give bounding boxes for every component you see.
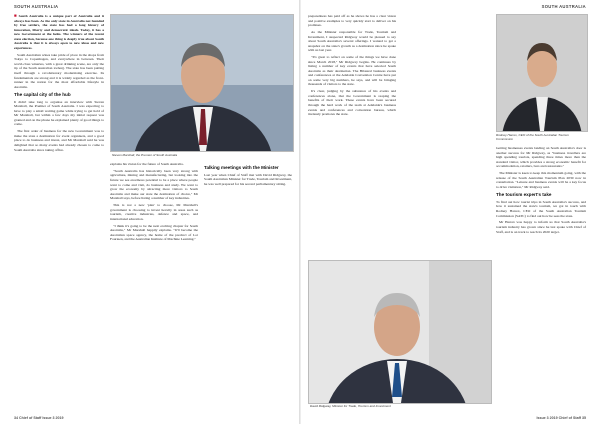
premier-portrait-image <box>111 15 293 151</box>
body-paragraph: preparedness has paid off as he shows he has a clear vision and positive examples to very quickly start to deliver on his promises. <box>308 14 396 28</box>
subheading: The tourism expert's take <box>496 192 552 198</box>
ceo-photo <box>496 14 588 132</box>
body-paragraph: It didn't take long to organise an interview with Steven Marshall, the Premier of South Australia. I was expecting to have to play a small waiting game while trying to get hold of Mr Marshall, but within a few days my initial request was granted and on the phone he explained plenty of good things to come. <box>14 99 104 127</box>
page-gutter <box>299 0 301 424</box>
minister-portrait-image <box>309 261 491 403</box>
right-column-3 <box>496 146 586 406</box>
footer-left: 34 Chief of Staff Issue 3 2019 <box>14 416 64 420</box>
body-paragraph: The first order of business for the new Government was to make the state a destination for event organisers, and a good place to do business and invest, and Mr Marshall said he was delighted that so many events had already chosen to come to South Australia since taking office. <box>14 129 104 152</box>
body-paragraph: "It's great to reflect on some of the things we have done since March 2018," Mr Ridgway begins. He continues by listing a number of key events that have selected South Australia as their destination. The Bilateral business events and conferences at the Adelaide Convention Centre have put on some very big numbers, he says, and will be bringing thousands of visitors to the state. <box>308 55 396 87</box>
section-label-left: SOUTH AUSTRALIA <box>14 4 59 9</box>
right-column-2 <box>402 14 490 254</box>
body-paragraph: "South Australia has historically been very strong with agriculture, mining and manufacturing, but looking into the future we see enormous potential to be a place where people want to come and visit, do business and study. We want to grow the economy by attracting more visitors to South Australia and make our state the destination of choice," Mr Marshall says, before listing a number of key industries. <box>110 168 198 201</box>
left-column-1 <box>14 14 104 406</box>
body-paragraph: The Minister is keen to keep this momentum going, with the release of the South Australian Tourism Plan 2030 now in consultation. "Leisure and business events will be a key focus to drive visitation," Mr Ridgway said. <box>496 171 586 189</box>
minister-photo <box>308 260 492 404</box>
body-paragraph: It's clear, judging by the substance of his events and conferences alone, that the Government is reaping the benefits of their work. These events have been secured through the hard work of the team at Adelaide's business events and conferences and convention bureau, which tirelessly promotes the state. <box>308 89 396 117</box>
body-paragraph: Getting businesses events landing on South Australia's door is another success for Mr Ridgway, as "business travellers are high spending tourists, spending three times more than the standard visitor, which provides a strong economic benefit for accommodation, retailers, bars and restaurants." <box>496 146 586 169</box>
subheading: Talking meetings with the Minister <box>204 165 279 170</box>
premier-photo <box>110 14 294 152</box>
section-label-right: SOUTH AUSTRALIA <box>541 4 586 9</box>
body-paragraph: As the Minister responsible for Trade, Tourism and Investment, I suspected Ridgway would be pleased to say about South Australia's several offerings. I wanted to get a snapshot on the state's growth as a destination since he spoke with us last year. <box>308 30 396 53</box>
left-column-2 <box>110 162 198 406</box>
ceo-caption: Rodney Harrex, CEO of the South Australian Tourism Commission <box>496 133 570 141</box>
body-paragraph: explains his vision for the future of South Australia. <box>110 162 184 166</box>
bullet-icon: ■ <box>14 14 18 18</box>
body-paragraph: Last year when Chief of Staff met with David Ridgway, the South Australian Minister for Trade, Tourism and Investment, he was well prepared for his second parliamentary sitting. <box>204 172 292 186</box>
premier-caption: Steven Marshall, the Premier of South Australia <box>112 153 178 157</box>
footer-right: Issue 3 2019 Chief of Staff 35 <box>536 416 586 420</box>
minister-caption: David Ridgway, Minister for Trade, Tourism and Investment <box>310 404 391 408</box>
lead-paragraph: South Australia is a unique part of Australia and it always has been. As the only state in Australia not founded by free settlers, the state has had a long history of innovation, liberty and democratic ideals. Today, it has a new Government at the helm. The winners of the recent state election, because one thing is deeply true about South Australia is that it is always open to new ideas and new experiences. <box>14 14 104 50</box>
ceo-portrait-image <box>497 15 587 131</box>
body-paragraph: To find out how tourist trips in South Australia's success, and how it sustained the state's tourism, we got in touch with Rodney Harrex, CEO of the South Australian Tourism Commission (SATC) to find out how he sees the state. <box>496 199 586 218</box>
body-paragraph: Mr Harrex was happy to inform us that South Australia's tourism industry has grown since he last spoke with Chief of Staff, and is on track to reach its 2020 target. <box>496 220 586 234</box>
right-column-1 <box>308 14 396 254</box>
body-paragraph: South Australian wines take pride of place in the shops from Tokyo to Copenhagen, and everywhere in between. Their world-class wineries, with a great drinking scene, are only the tip of the South Australian iceberg. The state has been putting itself through a revolutionary modernising exercise. Its fundamentals are strong and it is widely regarded as the front-runner in the nation for the most affordable lifestyle in Australia. <box>14 52 104 89</box>
body-paragraph: This is not a new 'plan' to choose, Mr Marshall's government is choosing to invest heavily in areas such as tourism, creative industries, defence and space, and international education. <box>110 203 198 221</box>
subheading: The capital city of the hub <box>14 92 71 98</box>
left-column-3 <box>204 162 292 406</box>
body-paragraph: "I think it's going to be the next exciting chapter for South Australia," Mr Marshall happily explains. "It'll become the Australian space agency, the home of the precinct of Lot Fourteen, and the Australian Institute of Machine Learning." <box>110 223 198 242</box>
